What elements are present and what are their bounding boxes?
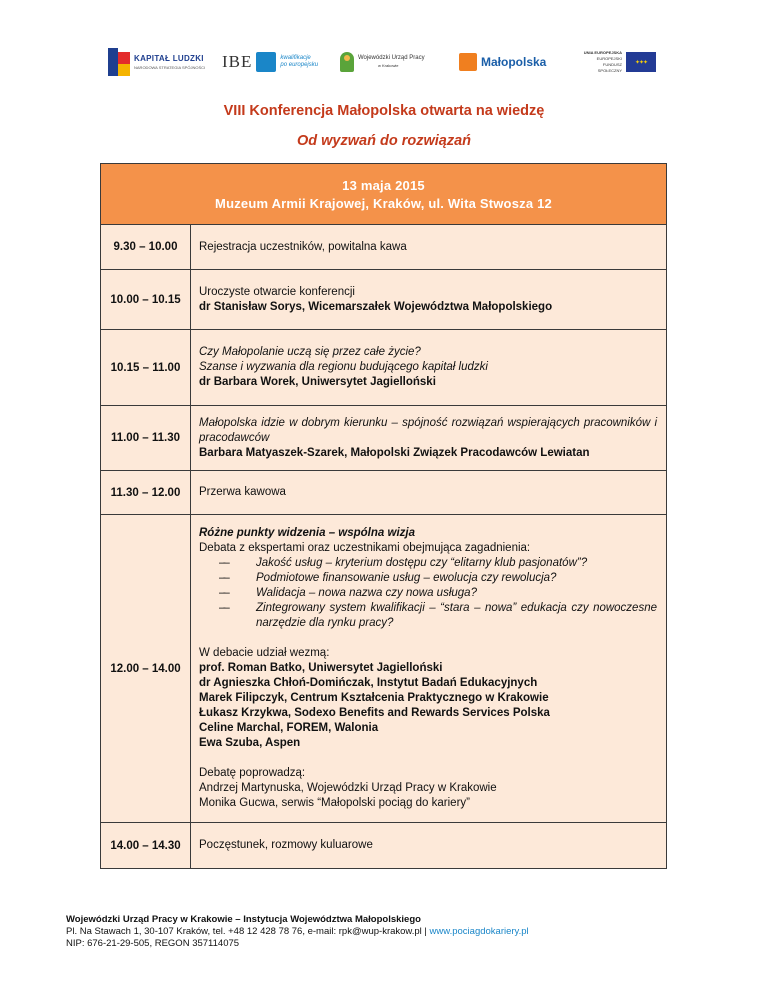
footer — [66, 914, 529, 950]
debate-topic: –– Podmiotowe finansowanie usług – ewolucja czy rewolucja? — [199, 571, 657, 586]
footer-ids: NIP: 676-21-29-505, REGON 357114075 — [66, 938, 240, 949]
wup-mark-icon — [340, 52, 354, 72]
agenda-time: 14.00 – 14.30 — [101, 823, 191, 868]
kapital-ludzki-name: KAPITAŁ LUDZKI — [134, 54, 204, 63]
malopolska-mark-icon — [459, 53, 477, 71]
panelist: Celine Marchal, FOREM, Walonia — [199, 722, 379, 734]
event-venue: Muzeum Armii Krajowej, Kraków, ul. Wita Stwosza 12 — [215, 196, 552, 211]
agenda-time: 10.00 – 10.15 — [101, 270, 191, 329]
agenda-item-text: Czy Małopolanie uczą się przez całe życie? — [199, 346, 421, 358]
agenda-item-text: Rejestracja uczestników, powitalna kawa — [199, 240, 407, 253]
eu-line3: FUNDUSZ SPOŁECZNY — [597, 62, 622, 73]
agenda-item-text: Szanse i wyzwania dla regionu budującego kapitał ludzki — [199, 361, 488, 373]
page-subtitle: Od wyzwań do rozwiązań — [296, 133, 472, 149]
kapital-ludzki-logo — [108, 40, 208, 84]
agenda-row — [101, 330, 666, 406]
agenda-row — [101, 406, 666, 471]
event-date: 13 maja 2015 — [342, 178, 425, 193]
agenda-item-text: Małopolska idzie w dobrym kierunku – spójność rozwiązań wspierających pracowników i pracodawców — [199, 416, 657, 444]
agenda-time: 11.30 – 12.00 — [101, 471, 191, 514]
ibe-name: IBE — [222, 52, 253, 71]
moderators-intro: Debatę poprowadzą: — [199, 767, 306, 779]
panelist: Marek Filipczyk, Centrum Kształcenia Praktycznego w Krakowie — [199, 692, 549, 704]
ibe-logo — [222, 40, 332, 84]
agenda-time: 11.00 – 11.30 — [101, 406, 191, 470]
kapital-ludzki-sub: NARODOWA STRATEGIA SPÓJNOŚCI — [134, 65, 206, 70]
wup-name: Wojewódzki Urząd Pracy — [358, 55, 425, 61]
agenda-row — [101, 823, 666, 868]
kapital-ludzki-mark-icon — [108, 46, 130, 78]
agenda-row — [101, 471, 666, 515]
agenda-header — [101, 164, 666, 225]
panelist: prof. Roman Batko, Uniwersytet Jagielloński — [199, 662, 443, 674]
agenda-row — [101, 515, 666, 823]
agenda-item-text: Poczęstunek, rozmowy kuluarowe — [199, 839, 373, 851]
logo-bar — [0, 40, 768, 90]
moderator: Andrzej Martynuska, Wojewódzki Urząd Pracy w Krakowie — [199, 782, 497, 794]
agenda-time: 9.30 – 10.00 — [101, 225, 191, 269]
moderator: Monika Gucwa, serwis “Małopolski pociąg do kariery” — [199, 797, 470, 809]
debate-heading: Różne punkty widzenia – wspólna wizja — [199, 527, 415, 539]
agenda-speaker: dr Stanisław Sorys, Wicemarszałek Województwa Małopolskiego — [199, 300, 553, 313]
panelist: Ewa Szuba, Aspen — [199, 737, 301, 749]
eu-flag-icon: ✦✦✦ — [626, 52, 656, 72]
debate-intro: Debata z ekspertami oraz uczestnikami obejmująca zagadnienia: — [199, 542, 531, 554]
footer-website-link[interactable]: www.pociagdokariery.pl — [429, 926, 529, 937]
agenda-speaker: Barbara Matyaszek-Szarek, Małopolski Związek Pracodawców Lewiatan — [199, 446, 590, 459]
agenda-table — [100, 163, 667, 869]
agenda-time: 12.00 – 14.00 — [101, 515, 191, 822]
ibe-sub2: po europejsku — [280, 62, 319, 68]
eu-logo — [582, 40, 662, 84]
panel-intro: W debacie udział wezmą: — [199, 647, 330, 659]
page-title: VIII Konferencja Małopolska otwarta na wiedzę — [223, 103, 545, 119]
debate-topic: –– Walidacja – nowa nazwa czy nowa usługa? — [199, 586, 657, 601]
malopolska-logo — [459, 40, 569, 84]
eu-line2: EUROPEJSKI — [596, 56, 622, 61]
footer-address-line — [66, 926, 529, 938]
agenda-item-text: Uroczyste otwarcie konferencji — [199, 285, 355, 298]
agenda-speaker: dr Barbara Worek, Uniwersytet Jagielloński — [199, 376, 436, 388]
wup-sub: w Krakowie — [378, 63, 399, 68]
debate-topics — [199, 556, 657, 631]
agenda-row — [101, 225, 666, 270]
footer-org: Wojewódzki Urząd Pracy w Krakowie – Instytucja Województwa Małopolskiego — [66, 914, 421, 925]
footer-address: Pl. Na Stawach 1, 30-107 Kraków, tel. +48 12 428 78 76, e-mail: rpk@wup-krakow.pl | — [66, 926, 427, 937]
agenda-row — [101, 270, 666, 330]
ibe-sub1: kwalifikacje — [280, 55, 311, 61]
panelist: Łukasz Krzykwa, Sodexo Benefits and Rewards Services Polska — [199, 707, 550, 719]
debate-topic: –– Jakość usług – kryterium dostępu czy “elitarny klub pasjonatów”? — [199, 556, 657, 571]
debate-topic: –– Zintegrowany system kwalifikacji – “stara – nowa” edukacja czy nowoczesne narzędzie dla rynku pracy? — [199, 601, 657, 631]
wup-logo — [340, 40, 450, 84]
agenda-time: 10.15 – 11.00 — [101, 330, 191, 405]
malopolska-name: Małopolska — [481, 55, 547, 69]
eu-line1: UNIA EUROPEJSKA — [583, 50, 622, 55]
agenda-item-text: Przerwa kawowa — [199, 486, 286, 498]
ibe-mark-icon — [256, 52, 276, 72]
panelist: dr Agnieszka Chłoń-Domińczak, Instytut Badań Edukacyjnych — [199, 677, 538, 689]
